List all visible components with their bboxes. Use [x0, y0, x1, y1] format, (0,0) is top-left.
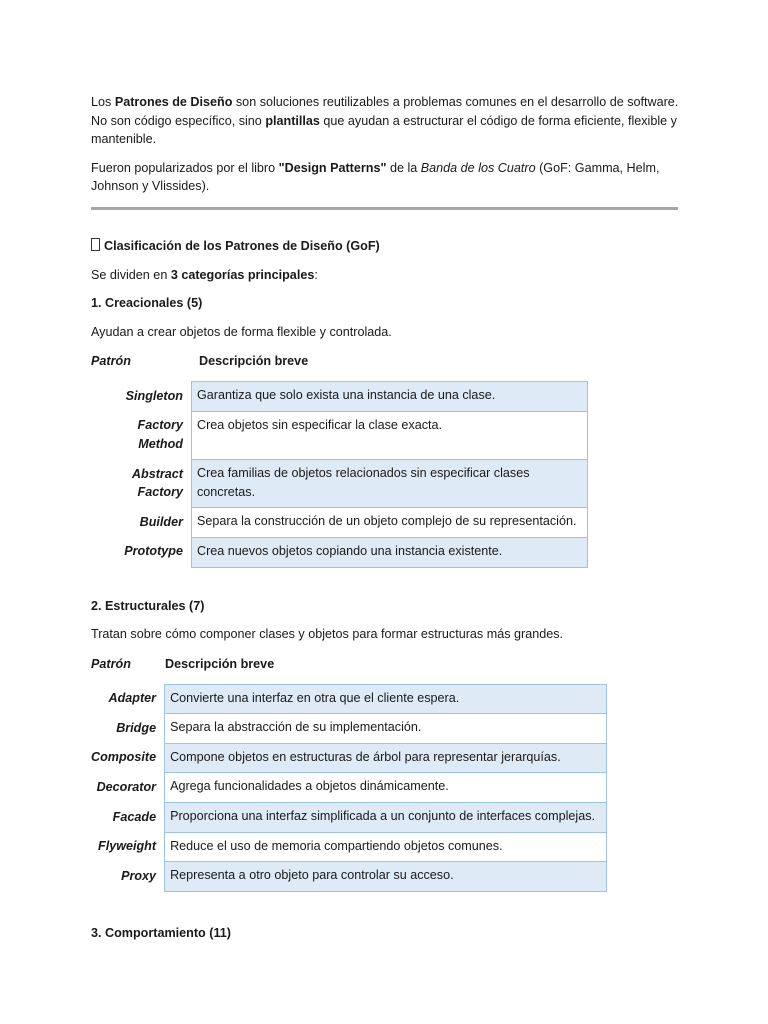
table-row [91, 743, 607, 773]
table-row [91, 382, 588, 412]
classification-title: Clasificación de los Patrones de Diseño (GoF) [104, 238, 380, 253]
subtitle-bold: 3 categorías principales [170, 267, 315, 282]
pattern-column-header: Patrón [91, 354, 131, 369]
history-text: Fueron popularizados por el libro [91, 160, 279, 175]
pattern-name: Decorator [96, 779, 157, 794]
history-paragraph [91, 159, 681, 196]
description-column-header: Descripción breve [165, 656, 275, 671]
classification-heading [91, 237, 681, 256]
pattern-name: Bridge [116, 720, 157, 735]
table-row [91, 832, 607, 862]
intro-text: que ayudan a estructurar el código de forma eficiente, flexible y mantenible. [91, 113, 677, 147]
table-row [91, 411, 588, 459]
pattern-description: Agrega funcionalidades a objetos dinámicamente. [165, 773, 607, 803]
table-row [91, 803, 607, 833]
history-text: de la [386, 160, 421, 175]
intro-text: Los [91, 95, 115, 109]
intro-text: son soluciones reutilizables a problemas comunes en el desarrollo de software. No son código específico, sino [91, 95, 679, 128]
history-text: (GoF: Gamma, Helm, Johnson y Vlissides). [91, 160, 660, 194]
creational-description: Ayudan a crear objetos de forma flexible y controlada. [91, 324, 392, 339]
creational-table-header [91, 352, 681, 370]
table-row [91, 537, 588, 567]
pattern-description: Crea familias de objetos relacionados sin especificar clases concretas. [192, 460, 588, 508]
table-row [91, 714, 607, 744]
intro-paragraph [91, 93, 681, 149]
pattern-description: Representa a otro objeto para controlar su acceso. [165, 862, 607, 892]
pattern-name: Proxy [121, 868, 157, 883]
pattern-description: Crea objetos sin especificar la clase exacta. [192, 411, 588, 459]
table-row [91, 773, 607, 803]
spacer [91, 892, 681, 924]
spacer [91, 568, 681, 597]
pattern-name: Flyweight [98, 839, 157, 854]
pattern-name: Facade [112, 809, 157, 824]
book-title: "Design Patterns" [278, 160, 387, 175]
pattern-name: Factory Method [137, 418, 183, 452]
table-row [91, 508, 588, 538]
creational-heading: 1. Creacionales (5) [91, 296, 203, 311]
pattern-column-header: Patrón [91, 656, 131, 671]
pattern-description: Separa la construcción de un objeto complejo de su representación. [192, 508, 588, 538]
pattern-description: Proporciona una interfaz simplificada a un conjunto de interfaces complejas. [165, 803, 607, 833]
subtitle-text: : [314, 267, 318, 282]
pattern-name: Singleton [125, 388, 183, 403]
pattern-description: Garantiza que solo exista una instancia de una clase. [192, 382, 588, 412]
pattern-description: Reduce el uso de memoria compartiendo objetos comunes. [165, 832, 607, 862]
subtitle-text: Se dividen en [91, 267, 171, 282]
pattern-description: Convierte una interfaz en otra que el cliente espera. [165, 684, 607, 714]
gang-of-four: Banda de los Cuatro [420, 160, 536, 175]
missing-glyph-icon [91, 238, 100, 251]
structural-description: Tratan sobre cómo componer clases y objetos para formar estructuras más grandes. [91, 627, 564, 642]
structural-table-header [91, 655, 681, 673]
pattern-name: Adapter [108, 691, 157, 706]
table-row [91, 460, 588, 508]
behavioral-heading: 3. Comportamiento (11) [91, 925, 231, 940]
structural-table [91, 684, 607, 892]
intro-bold-term: plantillas [265, 113, 320, 128]
pattern-description: Crea nuevos objetos copiando una instancia existente. [192, 537, 588, 567]
creational-table [91, 381, 588, 567]
pattern-name: Builder [139, 514, 183, 529]
pattern-description: Compone objetos en estructuras de árbol para representar jerarquías. [165, 743, 607, 773]
horizontal-divider [91, 207, 678, 210]
table-row [91, 684, 607, 714]
table-row [91, 862, 607, 892]
pattern-name: Composite [91, 750, 157, 765]
pattern-description: Separa la abstracción de su implementación. [165, 714, 607, 744]
intro-bold-term: Patrones de Diseño [114, 95, 233, 109]
description-column-header: Descripción breve [199, 354, 309, 369]
structural-heading: 2. Estructurales (7) [91, 598, 205, 613]
document-page [91, 93, 681, 942]
classification-subtitle [91, 266, 681, 285]
pattern-name: Prototype [124, 544, 183, 559]
pattern-name: Abstract Factory [131, 466, 183, 500]
